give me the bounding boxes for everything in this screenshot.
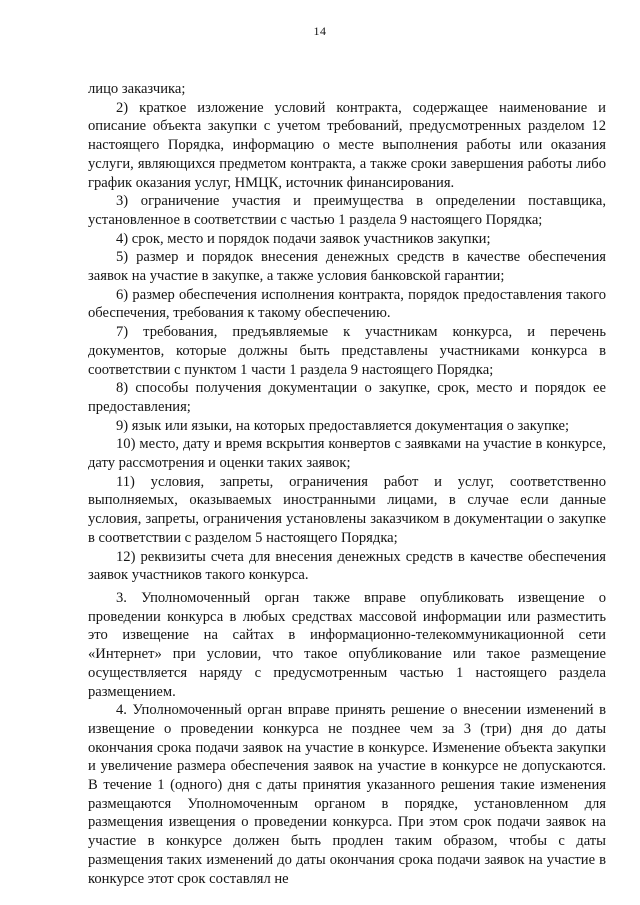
list-item-7: 7) требования, предъявляемые к участникам конкурса, и перечень документов, которые должны быть представлены участниками конкурса в соответствии с пунктом 1 части 1 раздела 9 настоящего Порядка; — [88, 324, 606, 378]
list-item-4: 4) срок, место и порядок подачи заявок участников закупки; — [116, 230, 491, 247]
list-item-9: 9) язык или языки, на которых предоставляется документация о закупке; — [116, 417, 570, 434]
list-item-8: 8) способы получения документации о закупке, срок, место и порядок ее предоставления; — [88, 380, 606, 415]
paragraph-continuation: лицо заказчика; — [88, 81, 186, 97]
list-item-2: 2) краткое изложение условий контракта, содержащее наименование и описание объекта закупки с учетом требований, предусмотренных разделом 12 настоящего Порядка, информацию о месте выполнения работы или оказания услуги, являющихся предметом контракта, а также сроки завершения работы либо график оказания услуг, НМЦК, источник финансирования. — [88, 99, 606, 191]
clause-4: 4. Уполномоченный орган вправе принять решение о внесении изменений в извещение о проведении конкурса не позднее чем за 3 (три) дня до даты окончания срока подачи заявок на участие в конкурсе. Изменение объекта закупки и увеличение размера обеспечения заявок на участие в конкурсе не допускаются. В течение 1 (одного) дня с даты принятия указанного решения такие изменения размещаются Уполномоченным органом в порядке, установленном для размещения извещения о проведении конкурса. При этом срок подачи заявок на участие в конкурсе должен быть продлен таким образом, чтобы с даты размещения таких изменений до даты окончания срока подачи заявок на участие в конкурсе этот срок составлял не — [88, 702, 606, 887]
clause-3: 3. Уполномоченный орган также вправе опубликовать извещение о проведении конкурса в любых средствах массовой информации или разместить это извещение на сайтах в информационно-телекоммуникационной сети «Интернет» при условии, что такое опубликование или такое размещение осуществляется наряду с предусмотренным частью 1 настоящего раздела размещением. — [88, 589, 606, 700]
list-item-10: 10) место, дату и время вскрытия конвертов с заявками на участие в конкурсе, дату рассмотрения и оценки таких заявок; — [88, 436, 606, 472]
page-number: 14 — [313, 24, 327, 38]
list-item-5: 5) размер и порядок внесения денежных средств в качестве обеспечения заявок на участие в закупке, а также условия банковской гарантии; — [88, 249, 606, 285]
document-body — [88, 80, 606, 888]
list-item-6: 6) размер обеспечения исполнения контракта, порядок предоставления такого обеспечения, требования к такому обеспечению. — [88, 286, 606, 322]
list-item-11: 11) условия, запреты, ограничения работ и услуг, соответственно выполняемых, оказываемых иностранными лицами, в случае если данные условия, запреты, ограничения установлены заказчиком в документации о закупке в соответствии с разделом 5 настоящего Порядка; — [88, 473, 606, 546]
list-item-12: 12) реквизиты счета для внесения денежных средств в качестве обеспечения заявок участников такого конкурса. — [88, 548, 606, 584]
list-item-3: 3) ограничение участия и преимущества в определении поставщика, установленное в соответствии с частью 1 раздела 9 настоящего Порядка; — [88, 193, 606, 228]
